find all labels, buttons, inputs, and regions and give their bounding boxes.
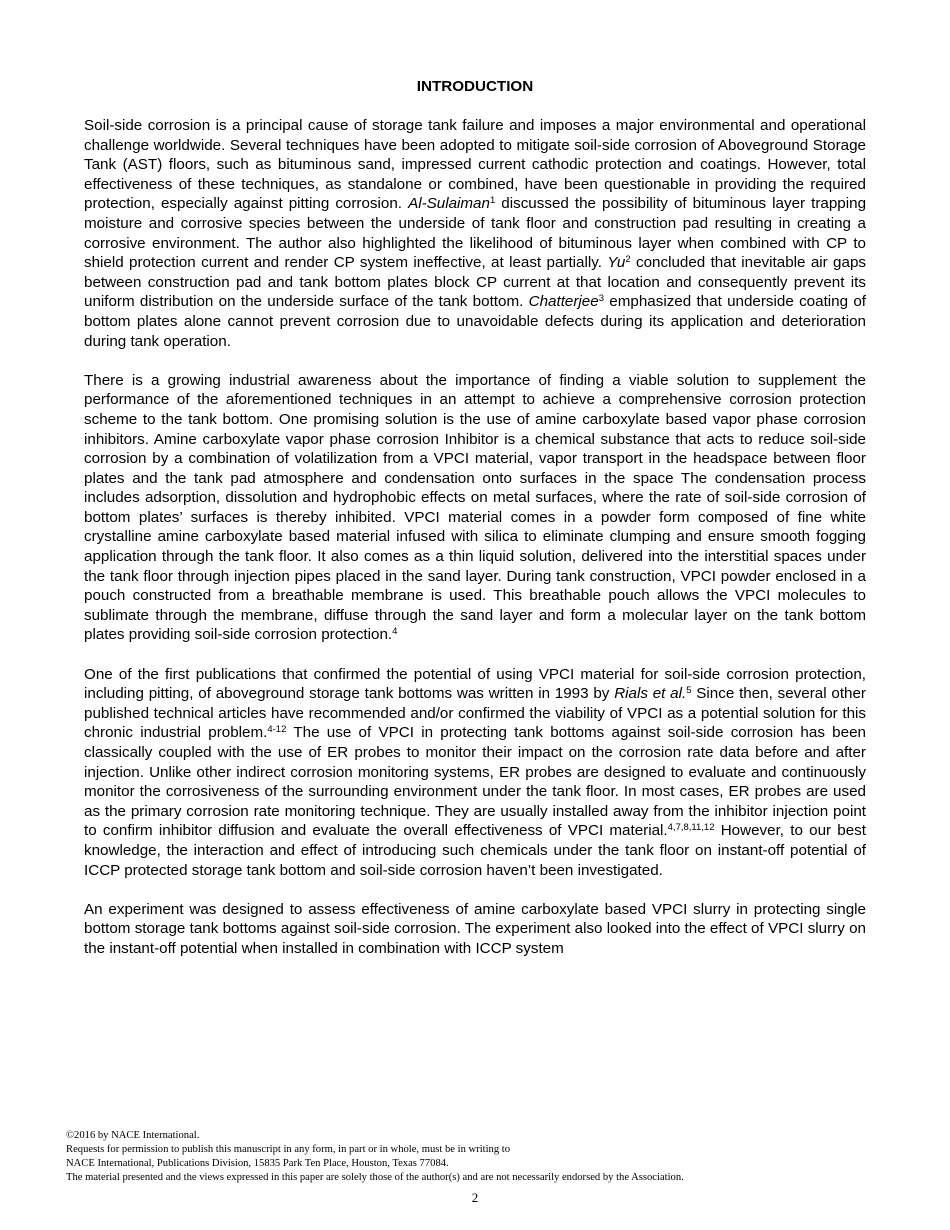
citation-chatterjee: Chatterjee	[528, 293, 599, 311]
paragraph-2	[84, 371, 866, 645]
reference-5: 5	[686, 685, 692, 697]
page-footer	[66, 1129, 886, 1185]
citation-yu: Yu	[607, 254, 626, 272]
paragraph-1	[84, 116, 866, 351]
citation-rials: Rials et al.	[614, 685, 687, 703]
p2-text-1: There is a growing industrial awareness about the importance of finding a viable solution to supplement the performance of the aforementioned techniques in an attempt to achieve a comprehensive corrosion protection scheme to the tank bottom. One promising solution is the use of amine carboxylate based vapor phase corrosion inhibitors. Amine carboxylate vapor phase corrosion Inhibitor is a chemical substance that acts to reduce soil-side corrosion by a combination of volatilization from a VPCI material, vapor transport in the headspace between floor plates and the tank pad atmosphere and condensation onto surfaces in the space The condensation process includes adsorption, dissolution and hydrophobic effects on metal surfaces, where the rate of soil-side corrosion of bottom plates’ surfaces is thereby inhibited. VPCI material comes in a powder form composed of fine white crystalline amine carboxylate based material infused with silica to eliminate clumping and ensure smooth fogging application through the tank floor. It also comes as a thin liquid solution, delivered into the interstitial spaces under the tank floor through injection pipes placed in the sand layer. During tank construction, VPCI powder enclosed in a pouch constructed from a breathable membrane is used. This breathable pouch allows the VPCI molecules to sublimate through the membrane, diffuse through the sand layer and form a molecular layer on the tank bottom plates providing soil-side corrosion protection.	[84, 371, 866, 644]
p3-text-4: However, to our best knowledge, the interaction and effect of introducing such chemicals under the tank floor on instant-off potential of ICCP protected storage tank bottom and soil-side corrosion haven’t been investigated.	[84, 822, 866, 879]
p1-text-3: concluded that inevitable air gaps between construction pad and tank bottom plates block CP current at that location and consequently prevent its uniform distribution on the underside surface of the tank bottom.	[84, 254, 866, 311]
p1-text-1: Soil-side corrosion is a principal cause of storage tank failure and imposes a major environmental and operational challenge worldwide. Several techniques have been adopted to mitigate soil-side corrosion of Aboveground Storage Tank (AST) floors, such as bituminous sand, impressed current cathodic protection and coatings. However, total effectiveness of these techniques, as standalone or combined, have been questionable in providing the required protection, especially against pitting corrosion.	[84, 117, 866, 213]
p3-text-1: One of the first publications that confirmed the potential of using VPCI material for soil-side corrosion protection, including pitting, of aboveground storage tank bottoms was written in 1993 by	[84, 665, 866, 703]
paragraph-3	[84, 665, 866, 881]
permission-line: Requests for permission to publish this manuscript in any form, in part or in whole, must be in writing to	[66, 1143, 511, 1155]
copyright-line: ©2016 by NACE International.	[66, 1130, 200, 1141]
p3-text-2: Since then, several other published technical articles have recommended and/or confirmed the viability of VPCI as a potential solution for this chronic industrial problem.	[84, 685, 866, 742]
p4-text-1: An experiment was designed to assess effectiveness of amine carboxylate based VPCI slurry in protecting single bottom storage tank bottoms against soil-side corrosion. The experiment also looked into the effect of VPCI slurry on the instant-off potential when installed in combination with ICCP system	[84, 900, 866, 957]
reference-2: 2	[625, 254, 631, 266]
reference-3: 3	[598, 293, 604, 305]
page-number: 2	[471, 1190, 479, 1205]
introduction-body	[84, 116, 866, 978]
paragraph-4	[84, 900, 866, 959]
section-heading: INTRODUCTION	[416, 78, 534, 95]
citation-al-sulaiman: Al-Sulaiman	[408, 195, 490, 213]
address-line: NACE International, Publications Division, 15835 Park Ten Place, Houston, Texas 77084.	[66, 1157, 449, 1169]
reference-1: 1	[489, 195, 496, 207]
p1-text-2: discussed the possibility of bituminous layer trapping moisture and corrosive species between the underside of tank floor and construction pad resulting in creating a corrosive environment. The author also highlighted the likelihood of bituminous layer when combined with CP to shield protection current and render CP system ineffective, at least partially.	[84, 195, 867, 272]
p3-text-3: The use of VPCI in protecting tank bottoms against soil-side corrosion has been classically coupled with the use of ER probes to monitor their impact on the corrosion rate data before and after injection. Unlike other indirect corrosion monitoring systems, ER probes are designed to evaluate and continuously monitor the corrosiveness of the surrounding environment under the tank floor. In most cases, ER probes are used as the primary corrosion rate monitoring technique. They are usually installed away from the inhibitor injection point to confirm inhibitor diffusion and evaluate the overall effectiveness of VPCI material.	[84, 724, 866, 840]
reference-4-12: 4-12	[267, 724, 287, 736]
disclaimer-line: The material presented and the views expressed in this paper are solely those of the author(s) and are not necessarily endorsed by the Association.	[66, 1171, 684, 1183]
p1-text-4: emphasized that underside coating of bottom plates alone cannot prevent corrosion due to unavoidable defects during its application and deterioration during tank operation.	[84, 293, 867, 350]
reference-4: 4	[392, 626, 398, 638]
reference-multi: 4,7,8,11,12	[667, 822, 715, 834]
